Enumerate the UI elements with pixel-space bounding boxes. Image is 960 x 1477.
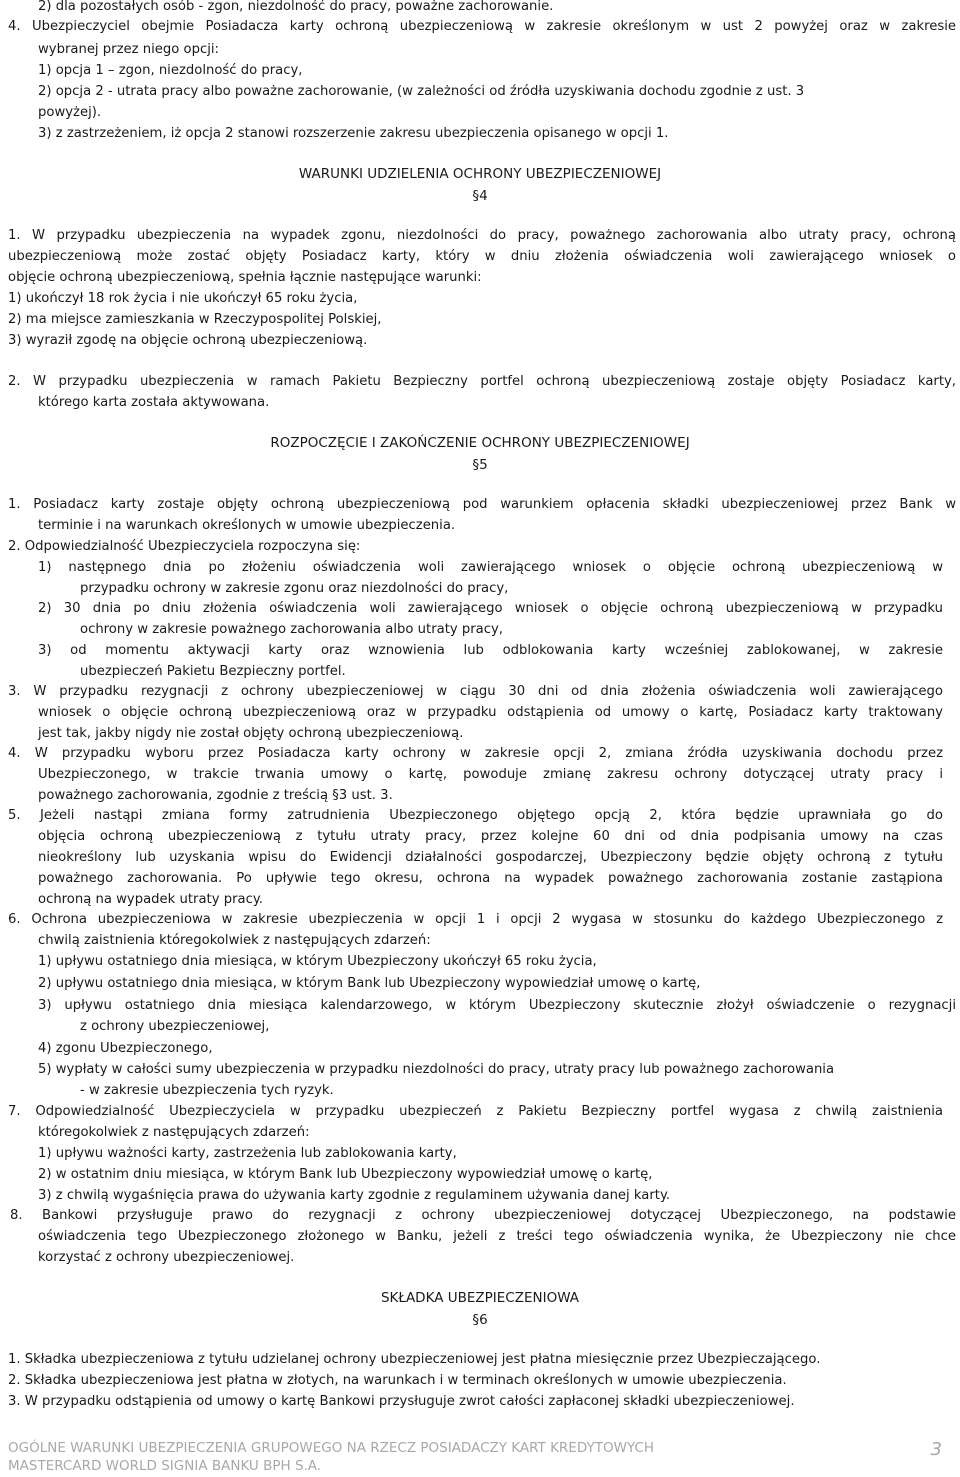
text-line: ochroną na wypadek utraty pracy.: [38, 892, 263, 907]
footer-subtitle: MASTERCARD WORLD SIGNIA BANKU BPH S.A.: [8, 1458, 322, 1474]
text-line: ubezpieczeniową może zostać objęty Posiadacz karty, który w dniu złożenia oświadczenia woli zawierającego wniosek o: [8, 249, 956, 264]
list-item: 3. W przypadku odstąpienia od umowy o kartę Bankowi przysługuje zwrot całości zapłaconej składki ubezpieczeniowej.: [8, 1394, 795, 1409]
text-line: 3. W przypadku rezygnacji z ochrony ubezpieczeniowej w ciągu 30 dni od dnia złożenia oświadczenia woli zawierającego: [8, 684, 943, 699]
section-number: §6: [472, 1312, 488, 1328]
text-line: 2) dla pozostałych osób - zgon, niezdolność do pracy, poważne zachorowanie.: [38, 0, 554, 14]
list-item: 2. Składka ubezpieczeniowa jest płatna w złotych, na warunkach i w terminach określonych w umowie ubezpieczenia.: [8, 1373, 787, 1388]
text-line: 4. Ubezpieczyciel obejmie Posiadacza karty ochroną ubezpieczeniową w zakresie określonym w ust 2 powyżej oraz w zakresie: [8, 19, 956, 34]
list-item: 3) wyraził zgodę na objęcie ochroną ubezpieczeniową.: [8, 333, 368, 348]
text-line: Ubezpieczonego, w trakcie trwania umowy o kartę, powoduje zmianę zakresu ochrony dotyczącej utraty pracy i: [38, 767, 943, 782]
list-item: 5) wypłaty w całości sumy ubezpieczenia w przypadku niezdolności do pracy, utraty pracy lub poważnego zachorowania: [38, 1062, 835, 1077]
text-line: 1. W przypadku ubezpieczenia na wypadek zgonu, niezdolności do pracy, poważnego zachorowania albo utraty pracy, ochroną: [8, 228, 956, 243]
section-number: §5: [472, 457, 488, 473]
list-item: 1. Składka ubezpieczeniowa z tytułu udzielanej ochrony ubezpieczeniowej jest płatna miesięcznie przez Ubezpieczającego.: [8, 1352, 821, 1367]
text-line: którego karta została aktywowana.: [38, 395, 270, 410]
text-line: chwilą zaistnienia któregokolwiek z następujących zdarzeń:: [38, 933, 431, 948]
text-line: ubezpieczeń Pakietu Bezpieczny portfel.: [80, 664, 346, 679]
list-item: 3) upływu ostatniego dnia miesiąca kalendarzowego, w którym Ubezpieczony skutecznie złożył oświadczenie o rezygnacji: [38, 998, 956, 1013]
page-number: 3: [930, 1439, 942, 1460]
text-line: poważnego zachorowania. Po upływie tego okresu, ochrona na wypadek poważnego zachorowania zostanie zastąpiona: [38, 871, 943, 886]
list-item: 1) upływu ostatniego dnia miesiąca, w którym Ubezpieczony ukończył 65 roku życia,: [38, 954, 597, 969]
list-item: 1) następnego dnia po złożeniu oświadczenia woli zawierającego wniosek o objęcie ochroną ubezpieczeniową w: [38, 560, 943, 575]
text-line: - w zakresie ubezpieczenia tych ryzyk.: [80, 1083, 334, 1098]
text-line: 1. Posiadacz karty zostaje objęty ochroną ubezpieczeniową pod warunkiem opłacenia składki ubezpieczeniowej przez Bank w: [8, 497, 956, 512]
list-item: 1) upływu ważności karty, zastrzeżenia lub zablokowania karty,: [38, 1146, 457, 1161]
text-line: 7. Odpowiedzialność Ubezpieczyciela w przypadku ubezpieczeń z Pakietu Bezpieczny portfel wygasa z chwilą zaistnienia: [8, 1104, 943, 1119]
list-item: 3) z zastrzeżeniem, iż opcja 2 stanowi rozszerzenie zakresu ubezpieczenia opisanego w opcji 1.: [38, 126, 669, 141]
text-line: 5. Jeżeli nastąpi zmiana formy zatrudnienia Ubezpieczonego objętego opcją 2, która będzie uprawniała go do: [8, 808, 943, 823]
list-item: 1) opcja 1 – zgon, niezdolność do pracy,: [38, 63, 303, 78]
text-line: wniosek o objęcie ochroną ubezpieczeniową oraz w przypadku odstąpienia od umowy o kartę, Posiadacz karty traktowany: [38, 705, 943, 720]
text-line: ochrony w zakresie poważnego zachorowania albo utraty pracy,: [80, 622, 504, 637]
text-line: któregokolwiek z następujących zdarzeń:: [38, 1125, 310, 1140]
list-item: 2) 30 dnia po dniu złożenia oświadczenia woli zawierającego wniosek o objęcie ochroną ubezpieczeniową w przypadku: [38, 601, 943, 616]
text-line: oświadczenia tego Ubezpieczonego złożonego w Banku, jeżeli z treści tego oświadczenia wynika, że Ubezpieczony nie chce: [38, 1229, 956, 1244]
section-number: §4: [472, 188, 488, 204]
section-title: SKŁADKA UBEZPIECZENIOWA: [380, 1290, 580, 1306]
list-item: 2) w ostatnim dniu miesiąca, w którym Bank lub Ubezpieczony wypowiedział umowę o kartę,: [38, 1167, 653, 1182]
text-line: 6. Ochrona ubezpieczeniowa w zakresie ubezpieczenia w opcji 1 i opcji 2 wygasa w stosunku do każdego Ubezpieczonego z: [8, 912, 943, 927]
list-item: 2) ma miejsce zamieszkania w Rzeczypospolitej Polskiej,: [8, 312, 382, 327]
text-line: objęcia ochroną ubezpieczeniową z tytułu utraty pracy, przez kolejne 60 dni od dnia podpisania umowy na czas: [38, 829, 943, 844]
text-line: przypadku ochrony w zakresie zgonu oraz niezdolności do pracy,: [80, 581, 509, 596]
section-title: ROZPOCZĘCIE I ZAKOŃCZENIE OCHRONY UBEZPIECZENIOWEJ: [270, 435, 690, 451]
text-line: 2. Odpowiedzialność Ubezpieczyciela rozpoczyna się:: [8, 539, 361, 554]
list-item: 2) upływu ostatniego dnia miesiąca, w którym Bank lub Ubezpieczony wypowiedział umowę o kartę,: [38, 976, 701, 991]
text-line: nieokreślony lub uzyskania wpisu do Ewidencji działalności gospodarczej, Ubezpieczony będzie objęty ochroną z tytułu: [38, 850, 943, 865]
list-item: 3) od momentu aktywacji karty oraz wznowienia lub odblokowania karty wcześniej zablokowanej, w zakresie: [38, 643, 943, 658]
text-line: objęcie ochroną ubezpieczeniową, spełnia łącznie następujące warunki:: [8, 270, 482, 285]
text-line: 2. W przypadku ubezpieczenia w ramach Pakietu Bezpieczny portfel ochroną ubezpieczeniową zostaje objęty Posiadacz karty,: [8, 374, 956, 389]
text-line: 8. Bankowi przysługuje prawo do rezygnacji z ochrony ubezpieczeniowej dotyczącej Ubezpieczonego, na podstawie: [10, 1208, 956, 1223]
text-line: korzystać z ochrony ubezpieczeniowej.: [38, 1250, 295, 1265]
footer-title: OGÓLNE WARUNKI UBEZPIECZENIA GRUPOWEGO NA RZECZ POSIADACZY KART KREDYTOWYCH: [8, 1440, 655, 1456]
text-line: 4. W przypadku wyboru przez Posiadacza karty ochrony w zakresie opcji 2, zmiana źródła uzyskiwania dochodu przez: [8, 746, 943, 761]
text-line: z ochrony ubezpieczeniowej,: [80, 1019, 270, 1034]
list-item: 3) z chwilą wygaśnięcia prawa do używania karty zgodnie z regulaminem używania danej karty.: [38, 1188, 671, 1203]
section-title: WARUNKI UDZIELENIA OCHRONY UBEZPIECZENIOWEJ: [298, 166, 662, 182]
text-line: jest tak, jakby nigdy nie został objęty ochroną ubezpieczeniową.: [38, 726, 464, 741]
list-item: 1) ukończył 18 rok życia i nie ukończył 65 roku życia,: [8, 291, 358, 306]
text-line: terminie i na warunkach określonych w umowie ubezpieczenia.: [38, 518, 456, 533]
text-line: wybranej przez niego opcji:: [38, 42, 219, 57]
text-line: powyżej).: [38, 105, 102, 120]
text-line: poważnego zachorowania, zgodnie z treścią §3 ust. 3.: [38, 788, 393, 803]
list-item: 2) opcja 2 - utrata pracy albo poważne zachorowanie, (w zależności od źródła uzyskiwania dochodu zgodnie z ust. 3: [38, 84, 805, 99]
list-item: 4) zgonu Ubezpieczonego,: [38, 1041, 213, 1056]
